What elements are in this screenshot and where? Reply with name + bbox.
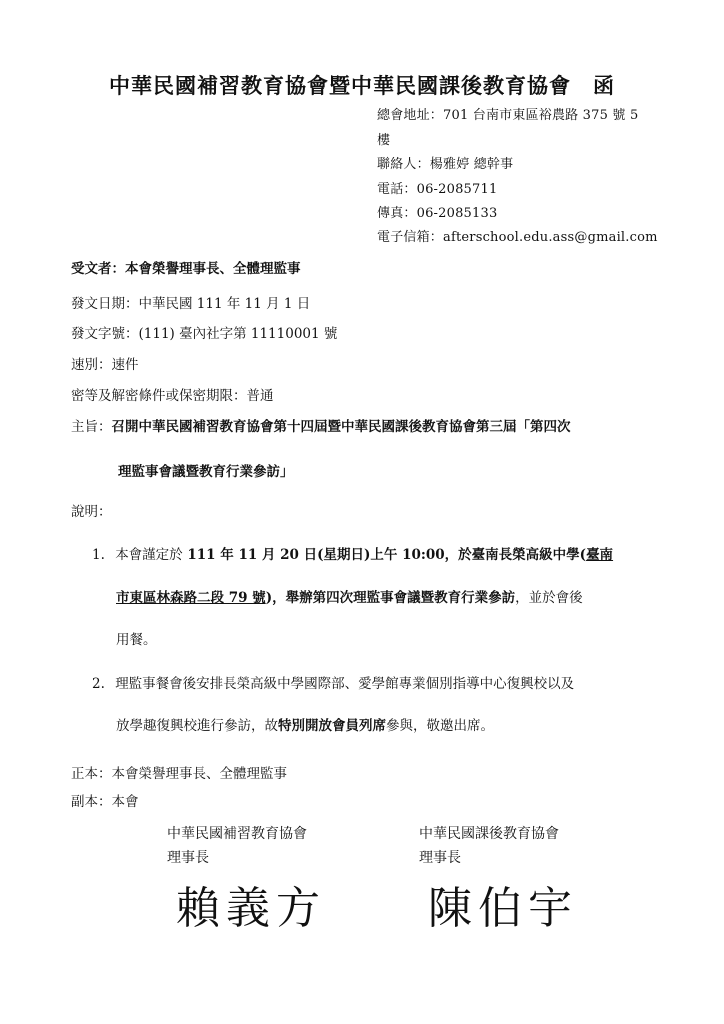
subject-text-1: 召開中華民國補習教育協會第十四屆暨中華民國課後教育協會第三屆「第四次 [111,419,571,435]
item-text-bold: 111 年 11 月 20 日(星期日)上午 10:00，於臺南長榮高級中學( [182,547,587,563]
address-line-1: 總會地址：701 台南市東區裕農路 375 號 5 [377,108,639,123]
list-item [92,672,574,692]
email-address: 電子信箱：afterschool.edu.ass@gmail.com [377,230,658,245]
subject-text-2: 理監事會議暨教育行業參訪」 [118,464,294,480]
item-text-bold: )，舉辦第四次理監事會議暨教育行業參訪 [265,590,516,606]
document-number: 發文字號：(111) 臺內社字第 11110001 號 [71,326,338,342]
item-number: 1. [92,547,105,563]
recipient: 受文者：本會榮譽理事長、全體理監事 [71,261,301,277]
original-distribution: 正本：本會榮譽理事長、全體理監事 [71,766,287,782]
signature-role: 理事長 [167,850,209,866]
item-text-underlined: 市東區林森路二段 79 號 [116,590,266,606]
list-item-continuation [116,714,494,734]
issue-date: 發文日期：中華民國 111 年 11 月 1 日 [71,296,311,312]
subject-line-1 [71,415,571,435]
fax-number: 傳真：06-2085133 [377,206,498,221]
delivery-speed: 速別：速件 [71,357,139,373]
signature-org: 中華民國補習教育協會 [167,826,307,842]
item-text-bold: 特別開放會員列席 [278,718,386,734]
item-text: 本會謹定於 [115,547,183,563]
item-text: 參與，敬邀出席。 [386,718,494,734]
list-item [92,543,613,563]
list-item-continuation: 用餐。 [116,632,157,648]
document-title: 中華民國補習教育協會暨中華民國課後教育協會 函 [109,73,615,98]
item-text: 理監事餐會後安排長榮高級中學國際部、愛學館專業個別指導中心復興校以及 [115,676,575,692]
address-line-2: 樓 [377,133,391,148]
signature-role: 理事長 [419,850,461,866]
signature-name: 陳伯宇 [428,883,578,934]
item-number: 2. [92,676,105,692]
item-text: ，並於會後 [515,590,583,606]
copy-distribution: 副本：本會 [71,794,139,810]
signature-org: 中華民國課後教育協會 [419,826,559,842]
contact-person: 聯絡人：楊雅婷 總幹事 [377,157,514,172]
signature-name: 賴義方 [176,883,326,934]
secrecy-level: 密等及解密條件或保密期限：普通 [71,388,274,404]
subject-label: 主旨： [71,419,112,435]
list-item-continuation [116,586,583,606]
explanation-label: 說明： [71,504,112,520]
item-text-underlined: 臺南 [586,547,614,563]
item-text: 放學趣復興校進行參訪，故 [116,718,278,734]
phone-number: 電話：06-2085711 [377,182,498,197]
